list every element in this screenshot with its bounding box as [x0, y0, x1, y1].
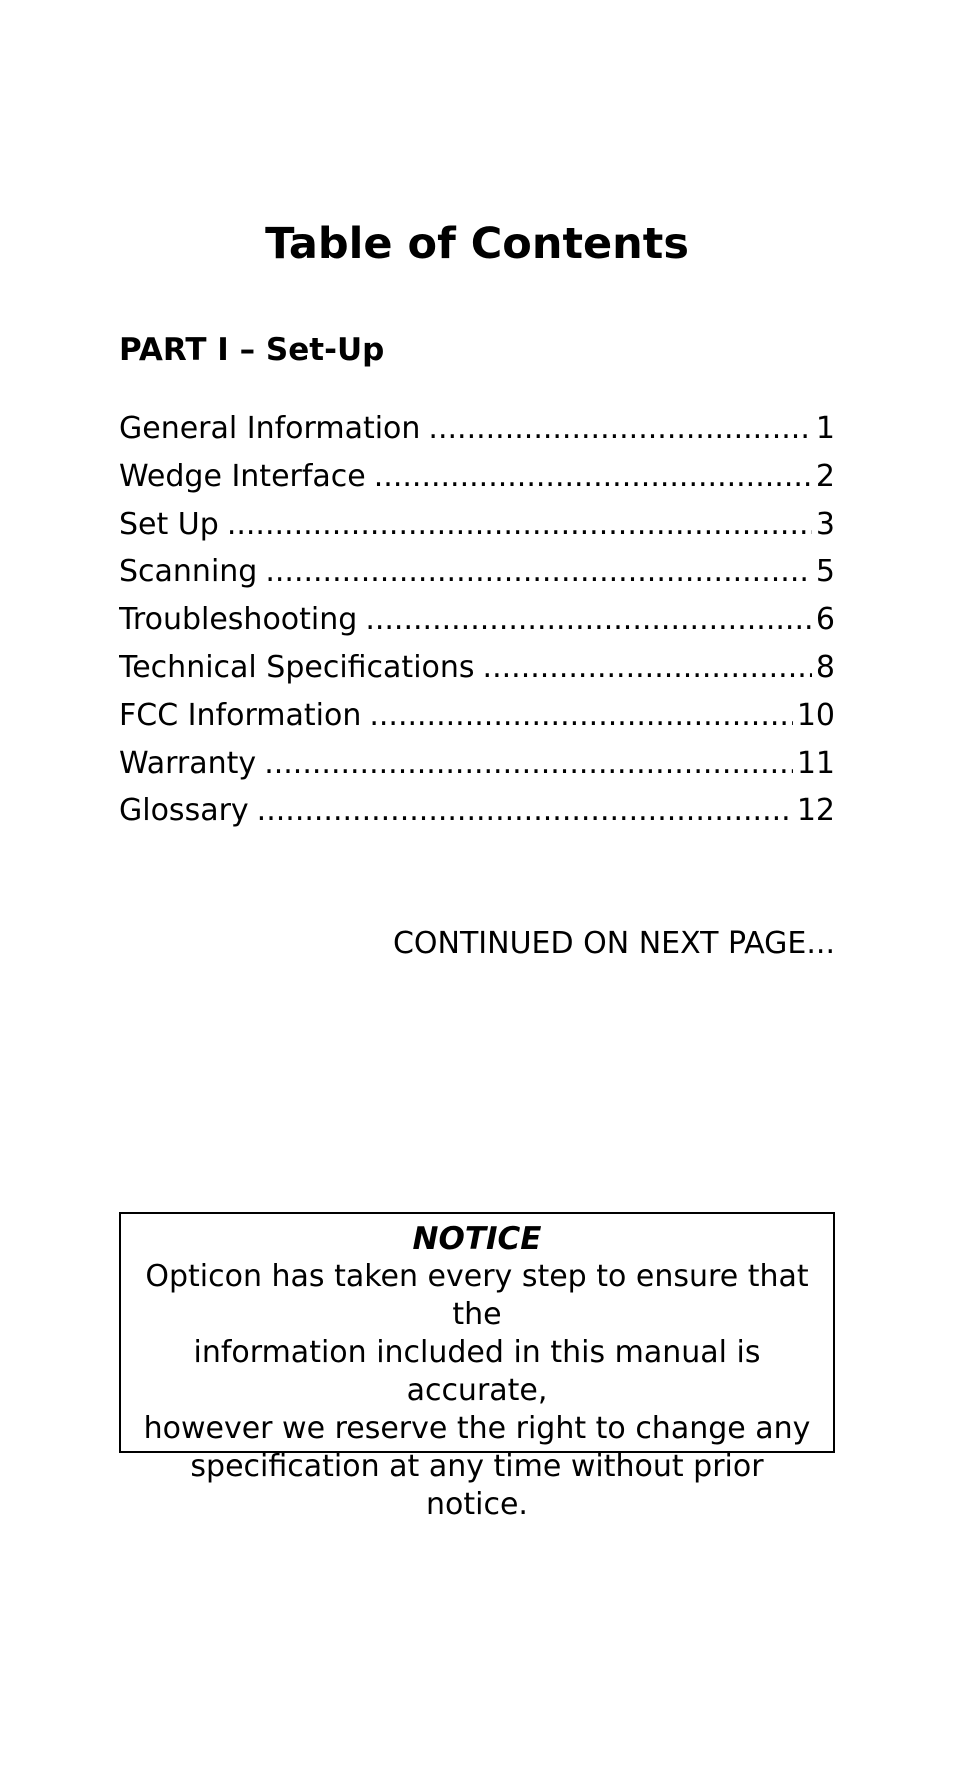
toc-entry-page: 3 — [815, 506, 835, 542]
notice-line: Opticon has taken every step to ensure that the — [145, 1259, 809, 1332]
toc-entry-page: 2 — [815, 458, 835, 494]
toc-entry-page: 12 — [796, 793, 835, 829]
toc-entry-technical-specifications — [119, 644, 835, 692]
toc-entry-general-information — [119, 405, 835, 453]
toc-entry-label: Glossary — [119, 793, 249, 829]
notice-line: information included in this manual is accurate, — [193, 1335, 761, 1408]
toc-dot-leader — [483, 644, 812, 692]
notice-line: however we reserve the right to change any — [143, 1411, 811, 1446]
toc-dot-leader — [264, 740, 793, 788]
toc-entry-page: 11 — [796, 745, 835, 781]
toc-entry-page: 5 — [815, 554, 835, 590]
notice-title: NOTICE — [412, 1221, 542, 1257]
toc-entry-page: 6 — [815, 602, 835, 638]
notice-line: specification at any time without prior notice. — [190, 1449, 764, 1522]
toc-entry-troubleshooting — [119, 596, 835, 644]
toc-entry-label: General Information — [119, 411, 421, 446]
toc-dot-leader — [365, 596, 812, 644]
toc-entry-label: Technical Specifications — [119, 649, 475, 685]
toc-entry-label: Set Up — [119, 506, 219, 542]
toc-entry-scanning — [119, 548, 835, 596]
page-title: Table of Contents — [265, 219, 689, 269]
toc-entry-fcc-information — [119, 692, 835, 740]
continued-note: CONTINUED ON NEXT PAGE... — [392, 926, 835, 961]
toc-entry-warranty — [119, 740, 835, 788]
toc-entry-label: FCC Information — [119, 697, 362, 733]
toc-dot-leader — [369, 692, 792, 740]
toc-entry-glossary — [119, 787, 835, 835]
toc-entry-label: Troubleshooting — [119, 602, 358, 638]
toc-entry-set-up — [119, 501, 835, 549]
toc-entry-page: 10 — [796, 697, 835, 733]
toc-entry-page: 1 — [815, 411, 835, 446]
toc-dot-leader — [428, 405, 811, 453]
toc-dot-leader — [257, 787, 793, 835]
part-heading: PART I – Set-Up — [119, 332, 385, 368]
notice-box — [119, 1212, 835, 1522]
toc-entry-wedge-interface — [119, 453, 835, 501]
toc-dot-leader — [265, 548, 812, 596]
toc-list — [119, 405, 835, 835]
toc-entry-page: 8 — [815, 649, 835, 685]
toc-entry-label: Wedge Interface — [119, 458, 366, 494]
toc-entry-label: Warranty — [119, 745, 257, 781]
toc-entry-label: Scanning — [119, 554, 258, 590]
toc-dot-leader — [374, 453, 812, 501]
toc-dot-leader — [227, 501, 812, 549]
